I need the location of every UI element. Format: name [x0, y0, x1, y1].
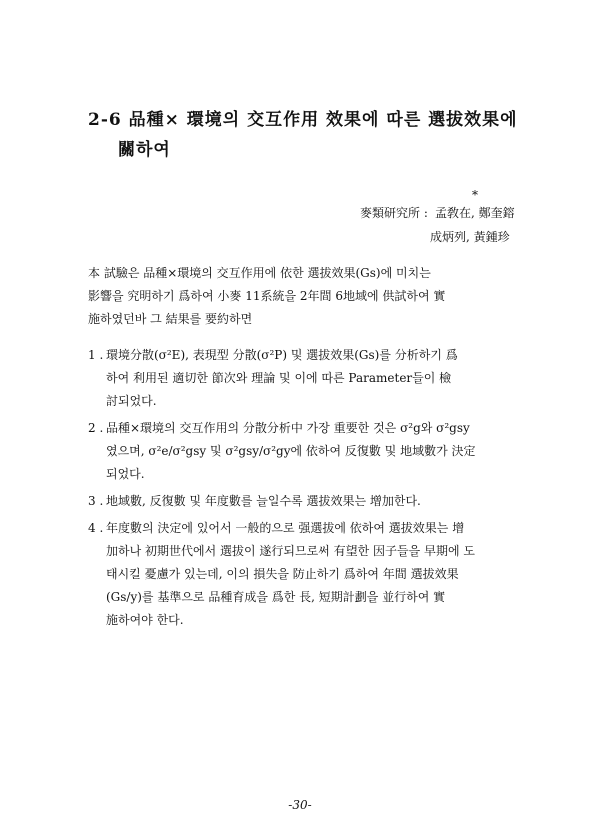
corresponding-author-marker: * — [472, 188, 478, 202]
title-line-2: 關하여 — [118, 140, 171, 160]
page-number: -30- — [288, 798, 312, 812]
summary-item-3 — [88, 490, 558, 513]
item-line: 되었다. — [106, 467, 145, 481]
item-line: 品種×環境의 交互作用의 分散分析中 가장 重要한 것은 σ²g와 σ²gsy — [106, 421, 470, 435]
authors-line-1: 孟敎在, 鄭奎鎔 — [435, 206, 515, 220]
item-line: 하여 利用된 適切한 節次와 理論 및 이에 따른 Parameter들이 檢 — [106, 371, 452, 385]
summary-item-1 — [88, 344, 558, 413]
item-line: 태시킬 憂慮가 있는데, 이의 損失을 防止하기 爲하여 年間 選拔效果 — [106, 567, 459, 581]
item-number: 2 . — [88, 421, 104, 435]
intro-line: 本 試驗은 品種×環境의 交互作用에 依한 選拔效果(Gs)에 미치는 — [88, 266, 431, 280]
item-number: 3 . — [88, 494, 104, 508]
intro-line: 施하였던바 그 結果를 要約하면 — [88, 312, 253, 326]
item-line: 였으며, σ²e/σ²gsy 및 σ²gsy/σ²gy에 依하여 反復數 및 地域數가 決定 — [106, 444, 476, 458]
summary-item-4 — [88, 517, 558, 632]
item-line: 年度數의 決定에 있어서 一般的으로 强選拔에 依하여 選拔效果는 增 — [106, 521, 465, 535]
item-number: 4 . — [88, 521, 104, 535]
item-line: 環境分散(σ²E), 表現型 分散(σ²P) 및 選拔效果(Gs)를 分析하기 爲 — [106, 348, 458, 362]
item-line: 施하여야 한다. — [106, 613, 184, 627]
summary-item-2 — [88, 417, 558, 486]
title-line-1: 2-6 品種× 環境의 交互作用 效果에 따른 選拔效果에 — [88, 110, 518, 130]
intro-paragraph — [88, 262, 553, 331]
item-line: 地域數, 反復數 및 年度數를 늘일수록 選拔效果는 增加한다. — [106, 494, 421, 508]
item-number: 1 . — [88, 348, 104, 362]
item-line: 加하나 初期世代에서 選拔이 遂行되므로써 有望한 因子들을 早期에 도 — [106, 544, 475, 558]
summary-list — [88, 344, 558, 636]
item-line: 討되었다. — [106, 394, 157, 408]
item-line: (Gs/y)를 基準으로 品種育成을 爲한 長, 短期計劃을 並行하여 實 — [106, 590, 446, 604]
authors-line-2: 成炳列, 黃鍾珍 — [430, 230, 510, 244]
intro-line: 影響을 究明하기 爲하여 小麥 11系統을 2年間 6地域에 供試하여 實 — [88, 289, 446, 303]
affiliation: 麥類研究所 : — [360, 206, 428, 220]
